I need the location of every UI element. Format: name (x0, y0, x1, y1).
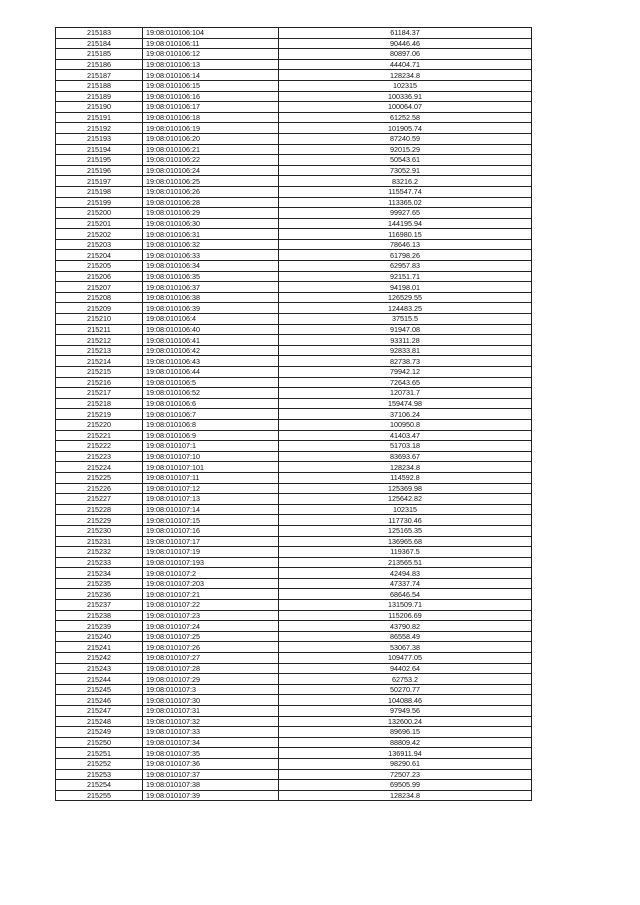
row-number-cell: 215195 (56, 155, 143, 166)
amount-cell: 128234.8 (279, 462, 532, 473)
amount-cell: 83216.2 (279, 176, 532, 187)
cadastral-number-cell: 19:08:010107:27 (143, 653, 279, 664)
amount-cell: 132600.24 (279, 716, 532, 727)
amount-cell: 119367.5 (279, 547, 532, 558)
row-number-cell: 215228 (56, 504, 143, 515)
cadastral-number-cell: 19:08:010106:4 (143, 314, 279, 325)
table-row (56, 684, 532, 695)
row-number-cell: 215249 (56, 727, 143, 738)
cadastral-number-cell: 19:08:010106:12 (143, 49, 279, 60)
cadastral-number-cell: 19:08:010107:14 (143, 504, 279, 515)
table-row (56, 642, 532, 653)
table-row (56, 716, 532, 727)
table-row (56, 388, 532, 399)
cadastral-number-cell: 19:08:010106:7 (143, 409, 279, 420)
table-row (56, 112, 532, 123)
row-number-cell: 215205 (56, 261, 143, 272)
cadastral-number-cell: 19:08:010106:24 (143, 165, 279, 176)
row-number-cell: 215183 (56, 28, 143, 39)
table-row (56, 282, 532, 293)
amount-cell: 44404.71 (279, 59, 532, 70)
row-number-cell: 215217 (56, 388, 143, 399)
row-number-cell: 215235 (56, 578, 143, 589)
row-number-cell: 215216 (56, 377, 143, 388)
amount-cell: 80897.06 (279, 49, 532, 60)
table-row (56, 70, 532, 81)
amount-cell: 128234.8 (279, 790, 532, 801)
row-number-cell: 215210 (56, 314, 143, 325)
amount-cell: 79942.12 (279, 367, 532, 378)
row-number-cell: 215243 (56, 663, 143, 674)
cadastral-number-cell: 19:08:010107:23 (143, 610, 279, 621)
table-row (56, 568, 532, 579)
row-number-cell: 215252 (56, 758, 143, 769)
row-number-cell: 215192 (56, 123, 143, 134)
row-number-cell: 215230 (56, 525, 143, 536)
amount-cell: 50543.61 (279, 155, 532, 166)
table-row (56, 631, 532, 642)
row-number-cell: 215232 (56, 547, 143, 558)
amount-cell: 37515.5 (279, 314, 532, 325)
cadastral-number-cell: 19:08:010106:15 (143, 80, 279, 91)
cadastral-number-cell: 19:08:010107:31 (143, 706, 279, 717)
table-row (56, 663, 532, 674)
amount-cell: 98290.61 (279, 758, 532, 769)
amount-cell: 104088.46 (279, 695, 532, 706)
row-number-cell: 215237 (56, 600, 143, 611)
amount-cell: 89696.15 (279, 727, 532, 738)
table-row (56, 462, 532, 473)
cadastral-number-cell: 19:08:010106:38 (143, 292, 279, 303)
amount-cell: 213565.51 (279, 557, 532, 568)
cadastral-number-cell: 19:08:010106:13 (143, 59, 279, 70)
row-number-cell: 215208 (56, 292, 143, 303)
table-row (56, 155, 532, 166)
cadastral-number-cell: 19:08:010106:19 (143, 123, 279, 134)
cadastral-number-cell: 19:08:010106:44 (143, 367, 279, 378)
row-number-cell: 215241 (56, 642, 143, 653)
cadastral-number-cell: 19:08:010107:32 (143, 716, 279, 727)
table-row (56, 674, 532, 685)
table-row (56, 335, 532, 346)
amount-cell: 87240.59 (279, 133, 532, 144)
table-row (56, 239, 532, 250)
table-row (56, 621, 532, 632)
table-row (56, 218, 532, 229)
cadastral-number-cell: 19:08:010106:25 (143, 176, 279, 187)
cadastral-number-cell: 19:08:010106:41 (143, 335, 279, 346)
row-number-cell: 215184 (56, 38, 143, 49)
row-number-cell: 215234 (56, 568, 143, 579)
cadastral-number-cell: 19:08:010107:36 (143, 758, 279, 769)
table-row (56, 472, 532, 483)
amount-cell: 93311.28 (279, 335, 532, 346)
table-row (56, 483, 532, 494)
amount-cell: 94402.64 (279, 663, 532, 674)
row-number-cell: 215196 (56, 165, 143, 176)
cadastral-number-cell: 19:08:010107:1 (143, 441, 279, 452)
table-row (56, 197, 532, 208)
cadastral-number-cell: 19:08:010107:13 (143, 494, 279, 505)
amount-cell: 51703.18 (279, 441, 532, 452)
amount-cell: 53067.38 (279, 642, 532, 653)
table-row (56, 165, 532, 176)
amount-cell: 100064.07 (279, 102, 532, 113)
amount-cell: 68646.54 (279, 589, 532, 600)
row-number-cell: 215254 (56, 780, 143, 791)
amount-cell: 125642.82 (279, 494, 532, 505)
row-number-cell: 215226 (56, 483, 143, 494)
cadastral-number-cell: 19:08:010106:30 (143, 218, 279, 229)
cadastral-number-cell: 19:08:010106:28 (143, 197, 279, 208)
amount-cell: 42494.83 (279, 568, 532, 579)
table-row (56, 80, 532, 91)
row-number-cell: 215187 (56, 70, 143, 81)
cadastral-number-cell: 19:08:010106:34 (143, 261, 279, 272)
amount-cell: 78646.13 (279, 239, 532, 250)
cadastral-number-cell: 19:08:010107:17 (143, 536, 279, 547)
amount-cell: 88809.42 (279, 737, 532, 748)
cadastral-number-cell: 19:08:010106:32 (143, 239, 279, 250)
cadastral-number-cell: 19:08:010107:38 (143, 780, 279, 791)
row-number-cell: 215209 (56, 303, 143, 314)
table-row (56, 38, 532, 49)
table-row (56, 208, 532, 219)
data-table (55, 27, 532, 801)
amount-cell: 94198.01 (279, 282, 532, 293)
cadastral-number-cell: 19:08:010107:21 (143, 589, 279, 600)
amount-cell: 73052.91 (279, 165, 532, 176)
cadastral-number-cell: 19:08:010107:12 (143, 483, 279, 494)
cadastral-number-cell: 19:08:010106:8 (143, 419, 279, 430)
row-number-cell: 215248 (56, 716, 143, 727)
row-number-cell: 215250 (56, 737, 143, 748)
amount-cell: 126529.55 (279, 292, 532, 303)
amount-cell: 86558.49 (279, 631, 532, 642)
row-number-cell: 215236 (56, 589, 143, 600)
table-row (56, 536, 532, 547)
row-number-cell: 215247 (56, 706, 143, 717)
row-number-cell: 215197 (56, 176, 143, 187)
table-row (56, 176, 532, 187)
table-row (56, 271, 532, 282)
cadastral-number-cell: 19:08:010107:30 (143, 695, 279, 706)
cadastral-number-cell: 19:08:010107:26 (143, 642, 279, 653)
cadastral-number-cell: 19:08:010107:37 (143, 769, 279, 780)
table-row (56, 780, 532, 791)
row-number-cell: 215246 (56, 695, 143, 706)
row-number-cell: 215203 (56, 239, 143, 250)
row-number-cell: 215212 (56, 335, 143, 346)
row-number-cell: 215198 (56, 186, 143, 197)
cadastral-number-cell: 19:08:010106:18 (143, 112, 279, 123)
cadastral-number-cell: 19:08:010106:29 (143, 208, 279, 219)
row-number-cell: 215225 (56, 472, 143, 483)
cadastral-number-cell: 19:08:010106:42 (143, 345, 279, 356)
amount-cell: 82738.73 (279, 356, 532, 367)
amount-cell: 113365.02 (279, 197, 532, 208)
cadastral-number-cell: 19:08:010107:3 (143, 684, 279, 695)
cadastral-number-cell: 19:08:010106:6 (143, 398, 279, 409)
row-number-cell: 215211 (56, 324, 143, 335)
row-number-cell: 215189 (56, 91, 143, 102)
cadastral-number-cell: 19:08:010107:35 (143, 748, 279, 759)
amount-cell: 50270.77 (279, 684, 532, 695)
row-number-cell: 215185 (56, 49, 143, 60)
table-row (56, 314, 532, 325)
table-row (56, 133, 532, 144)
cadastral-number-cell: 19:08:010107:101 (143, 462, 279, 473)
table-row (56, 292, 532, 303)
amount-cell: 124483.25 (279, 303, 532, 314)
row-number-cell: 215223 (56, 451, 143, 462)
amount-cell: 61252.58 (279, 112, 532, 123)
cadastral-number-cell: 19:08:010107:24 (143, 621, 279, 632)
cadastral-number-cell: 19:08:010106:9 (143, 430, 279, 441)
row-number-cell: 215255 (56, 790, 143, 801)
row-number-cell: 215202 (56, 229, 143, 240)
cadastral-number-cell: 19:08:010106:20 (143, 133, 279, 144)
table-row (56, 610, 532, 621)
table-row (56, 229, 532, 240)
cadastral-number-cell: 19:08:010107:10 (143, 451, 279, 462)
cadastral-number-cell: 19:08:010106:31 (143, 229, 279, 240)
amount-cell: 91947.08 (279, 324, 532, 335)
cadastral-number-cell: 19:08:010106:43 (143, 356, 279, 367)
cadastral-number-cell: 19:08:010106:22 (143, 155, 279, 166)
table-row (56, 769, 532, 780)
amount-cell: 61798.26 (279, 250, 532, 261)
row-number-cell: 215222 (56, 441, 143, 452)
row-number-cell: 215206 (56, 271, 143, 282)
row-number-cell: 215191 (56, 112, 143, 123)
amount-cell: 43790.82 (279, 621, 532, 632)
amount-cell: 115547.74 (279, 186, 532, 197)
amount-cell: 120731.7 (279, 388, 532, 399)
table-row (56, 91, 532, 102)
cadastral-number-cell: 19:08:010106:17 (143, 102, 279, 113)
amount-cell: 83693.67 (279, 451, 532, 462)
cadastral-number-cell: 19:08:010106:35 (143, 271, 279, 282)
cadastral-number-cell: 19:08:010107:33 (143, 727, 279, 738)
table-row (56, 706, 532, 717)
amount-cell: 47337.74 (279, 578, 532, 589)
cadastral-number-cell: 19:08:010107:16 (143, 525, 279, 536)
table-row (56, 600, 532, 611)
row-number-cell: 215239 (56, 621, 143, 632)
cadastral-number-cell: 19:08:010106:21 (143, 144, 279, 155)
table-row (56, 356, 532, 367)
table-row (56, 102, 532, 113)
table-row (56, 324, 532, 335)
row-number-cell: 215190 (56, 102, 143, 113)
table-row (56, 525, 532, 536)
row-number-cell: 215229 (56, 515, 143, 526)
cadastral-number-cell: 19:08:010106:104 (143, 28, 279, 39)
row-number-cell: 215204 (56, 250, 143, 261)
amount-cell: 92833.81 (279, 345, 532, 356)
row-number-cell: 215207 (56, 282, 143, 293)
table-row (56, 695, 532, 706)
row-number-cell: 215214 (56, 356, 143, 367)
amount-cell: 128234.8 (279, 70, 532, 81)
row-number-cell: 215199 (56, 197, 143, 208)
row-number-cell: 215227 (56, 494, 143, 505)
table-row (56, 748, 532, 759)
amount-cell: 159474.98 (279, 398, 532, 409)
table-row (56, 398, 532, 409)
table-row (56, 515, 532, 526)
cadastral-number-cell: 19:08:010107:29 (143, 674, 279, 685)
row-number-cell: 215245 (56, 684, 143, 695)
row-number-cell: 215186 (56, 59, 143, 70)
cadastral-number-cell: 19:08:010107:203 (143, 578, 279, 589)
row-number-cell: 215200 (56, 208, 143, 219)
row-number-cell: 215240 (56, 631, 143, 642)
amount-cell: 97949.56 (279, 706, 532, 717)
cadastral-number-cell: 19:08:010107:28 (143, 663, 279, 674)
cadastral-number-cell: 19:08:010107:193 (143, 557, 279, 568)
amount-cell: 115206.69 (279, 610, 532, 621)
row-number-cell: 215194 (56, 144, 143, 155)
amount-cell: 99927.65 (279, 208, 532, 219)
row-number-cell: 215218 (56, 398, 143, 409)
row-number-cell: 215251 (56, 748, 143, 759)
table-row (56, 727, 532, 738)
amount-cell: 102315 (279, 80, 532, 91)
table-row (56, 578, 532, 589)
amount-cell: 117730.46 (279, 515, 532, 526)
table-row (56, 261, 532, 272)
cadastral-number-cell: 19:08:010106:26 (143, 186, 279, 197)
table-row (56, 377, 532, 388)
cadastral-number-cell: 19:08:010107:22 (143, 600, 279, 611)
table-row (56, 59, 532, 70)
table-row (56, 557, 532, 568)
amount-cell: 90446.46 (279, 38, 532, 49)
row-number-cell: 215238 (56, 610, 143, 621)
cadastral-number-cell: 19:08:010107:34 (143, 737, 279, 748)
amount-cell: 125165.35 (279, 525, 532, 536)
row-number-cell: 215220 (56, 419, 143, 430)
table-row (56, 737, 532, 748)
row-number-cell: 215213 (56, 345, 143, 356)
cadastral-number-cell: 19:08:010107:19 (143, 547, 279, 558)
table-row (56, 589, 532, 600)
table-row (56, 653, 532, 664)
table-body (56, 28, 532, 801)
row-number-cell: 215201 (56, 218, 143, 229)
amount-cell: 100336.91 (279, 91, 532, 102)
row-number-cell: 215253 (56, 769, 143, 780)
row-number-cell: 215215 (56, 367, 143, 378)
amount-cell: 144195.94 (279, 218, 532, 229)
cadastral-number-cell: 19:08:010106:33 (143, 250, 279, 261)
table-row (56, 345, 532, 356)
table-row (56, 123, 532, 134)
cadastral-number-cell: 19:08:010106:39 (143, 303, 279, 314)
amount-cell: 102315 (279, 504, 532, 515)
row-number-cell: 215188 (56, 80, 143, 91)
row-number-cell: 215231 (56, 536, 143, 547)
table-row (56, 367, 532, 378)
table-row (56, 250, 532, 261)
amount-cell: 101905.74 (279, 123, 532, 134)
amount-cell: 92015.29 (279, 144, 532, 155)
table-row (56, 547, 532, 558)
amount-cell: 114592.8 (279, 472, 532, 483)
amount-cell: 131509.71 (279, 600, 532, 611)
row-number-cell: 215224 (56, 462, 143, 473)
table-row (56, 28, 532, 39)
amount-cell: 116980.15 (279, 229, 532, 240)
table-row (56, 49, 532, 60)
cadastral-number-cell: 19:08:010106:52 (143, 388, 279, 399)
table-row (56, 494, 532, 505)
cadastral-number-cell: 19:08:010107:11 (143, 472, 279, 483)
amount-cell: 72507.23 (279, 769, 532, 780)
amount-cell: 61184.37 (279, 28, 532, 39)
row-number-cell: 215242 (56, 653, 143, 664)
table-row (56, 441, 532, 452)
row-number-cell: 215193 (56, 133, 143, 144)
row-number-cell: 215219 (56, 409, 143, 420)
table-row (56, 409, 532, 420)
table-row (56, 790, 532, 801)
amount-cell: 125369.98 (279, 483, 532, 494)
table-row (56, 758, 532, 769)
amount-cell: 62753.2 (279, 674, 532, 685)
cadastral-number-cell: 19:08:010107:25 (143, 631, 279, 642)
amount-cell: 92151.71 (279, 271, 532, 282)
amount-cell: 69505.99 (279, 780, 532, 791)
table-row (56, 144, 532, 155)
cadastral-number-cell: 19:08:010106:40 (143, 324, 279, 335)
cadastral-number-cell: 19:08:010107:15 (143, 515, 279, 526)
row-number-cell: 215221 (56, 430, 143, 441)
cadastral-number-cell: 19:08:010106:16 (143, 91, 279, 102)
table-row (56, 430, 532, 441)
row-number-cell: 215233 (56, 557, 143, 568)
row-number-cell: 215244 (56, 674, 143, 685)
table-row (56, 186, 532, 197)
amount-cell: 62957.83 (279, 261, 532, 272)
cadastral-number-cell: 19:08:010106:11 (143, 38, 279, 49)
amount-cell: 72643.65 (279, 377, 532, 388)
cadastral-number-cell: 19:08:010107:39 (143, 790, 279, 801)
amount-cell: 109477.05 (279, 653, 532, 664)
amount-cell: 136911.94 (279, 748, 532, 759)
cadastral-number-cell: 19:08:010106:5 (143, 377, 279, 388)
table-row (56, 504, 532, 515)
cadastral-number-cell: 19:08:010107:2 (143, 568, 279, 579)
amount-cell: 37106.24 (279, 409, 532, 420)
table-row (56, 451, 532, 462)
amount-cell: 41403.47 (279, 430, 532, 441)
cadastral-number-cell: 19:08:010106:14 (143, 70, 279, 81)
amount-cell: 136965.68 (279, 536, 532, 547)
amount-cell: 100950.8 (279, 419, 532, 430)
cadastral-number-cell: 19:08:010106:37 (143, 282, 279, 293)
table-row (56, 303, 532, 314)
table-row (56, 419, 532, 430)
